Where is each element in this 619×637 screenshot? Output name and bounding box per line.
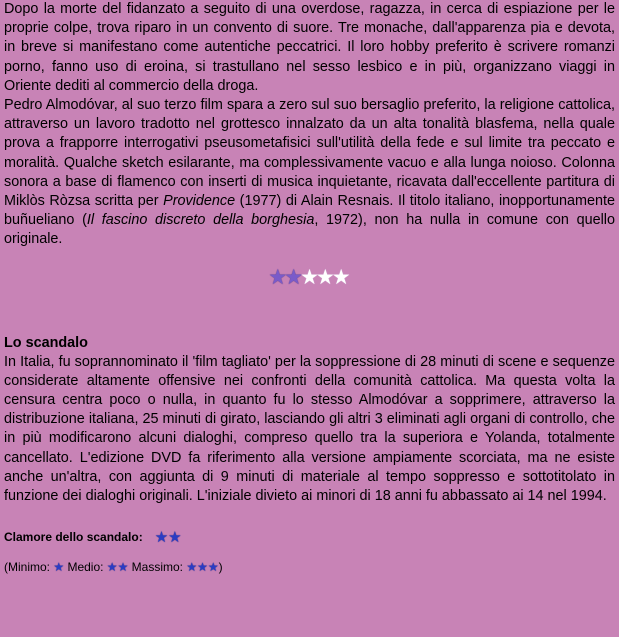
star-empty-icon: ★ <box>331 265 351 289</box>
scandal-star-icon: ★ <box>168 528 182 546</box>
legend-open-text: (Minimo: <box>4 560 54 575</box>
scandal-clamor <box>4 528 615 546</box>
scandal-paragraph: In Italia, fu soprannominato il 'film tagliato' per la soppressione di 28 minuti di scene e sequenze considerate altamente offensive nei confronti della comunità cattolica. Ma questa volta la censura centra poco o nulla, in quanto fu lo stesso Almodóvar a sopprimere, attraverso la distribuzione italiana, 25 minuti di girato, lasciando gli altri 3 eliminati agli organi di controllo, che in più modificarono alcuni dialoghi, compreso quello tra la superiora e Yolanda, totalmente cancellato. L'edizione DVD fa riferimento alla versione ampiamente scorciata, ma ne esiste anche un'altra, con aggiunta di 9 minuti di materiale al tempo soppresso e sottotitolato in funzione dei dialoghi originali. L'iniziale divieto ai minori di 18 anni fu abbassato ai 14 nel 1994. <box>4 353 615 505</box>
scandal-legend <box>4 558 615 576</box>
critique-text-part-3: , 1972), non ha nulla in comune con quello originale. <box>4 212 615 248</box>
legend-massimo-text: Massimo: <box>128 560 187 575</box>
scandal-heading: Lo scandalo <box>4 334 88 351</box>
film-title-providence: Providence <box>163 193 236 210</box>
star-empty-icon: ★ <box>300 265 319 289</box>
star-filled-icon: ★ <box>268 265 288 289</box>
legend-massimo-stars <box>186 560 218 574</box>
legend-medio-text: Medio: <box>64 560 107 575</box>
legend-medio-stars <box>107 560 129 574</box>
scandal-star-icon: ★ <box>53 560 65 575</box>
scandal-star-icon: ★ <box>197 560 208 575</box>
critique-paragraph <box>4 96 615 250</box>
scandal-star-icon: ★ <box>154 528 169 546</box>
plot-paragraph: Dopo la morte del fidanzato a seguito di una overdose, ragazza, in cerca di espiazione per le proprie colpe, trova riparo in un convento di suore. Tre monache, dall'apparenza pia e devota, in breve si manifestano come autentiche peccatrici. Il loro hobby preferito è scrivere romanzi porno, fanno uso di eroina, si trastullano nel sesso lesbico e in più, organizzano viaggi in Oriente dediti al commercio della droga. <box>4 1 615 94</box>
critique-text-part-1: Pedro Almodóvar, al suo terzo film spara a zero sul suo bersaglio preferito, la religione cattolica, attraverso un lavoro tradotto nel grottesco innalzato da un alta tonalità blasfema, nella quale prova a frapporre interrogativi pseusometafisici sull'utilità della fede e sul limite tra peccato e moralità. Qualche sketch esilarante, ma complessivamente vacuo e alla lunga noioso. Colonna sonora a base di flamenco con inserti di musica inquietante, ricavata dall'eccellente partitura di Miklòs Ròzsa scritta per <box>4 97 615 210</box>
star-empty-icon: ★ <box>315 265 335 289</box>
legend-close-text: ) <box>218 560 223 575</box>
scandal-clamor-stars <box>155 530 182 545</box>
legend-minimo-stars <box>53 560 64 574</box>
scandal-star-icon: ★ <box>106 560 118 575</box>
scandal-clamor-label: Clamore dello scandalo: <box>4 530 143 545</box>
scandal-star-icon: ★ <box>207 560 219 575</box>
scandal-star-icon: ★ <box>117 560 129 575</box>
scandal-star-icon: ★ <box>186 560 198 575</box>
star-filled-icon: ★ <box>284 265 304 289</box>
star-rating <box>4 266 615 290</box>
film-title-fascino-discreto: Il fascino discreto della borghesia <box>86 212 315 229</box>
critique-text-part-2: (1977) di Alain Resnais. Il titolo italiano, inopportunamente buñueliano ( <box>4 193 615 229</box>
